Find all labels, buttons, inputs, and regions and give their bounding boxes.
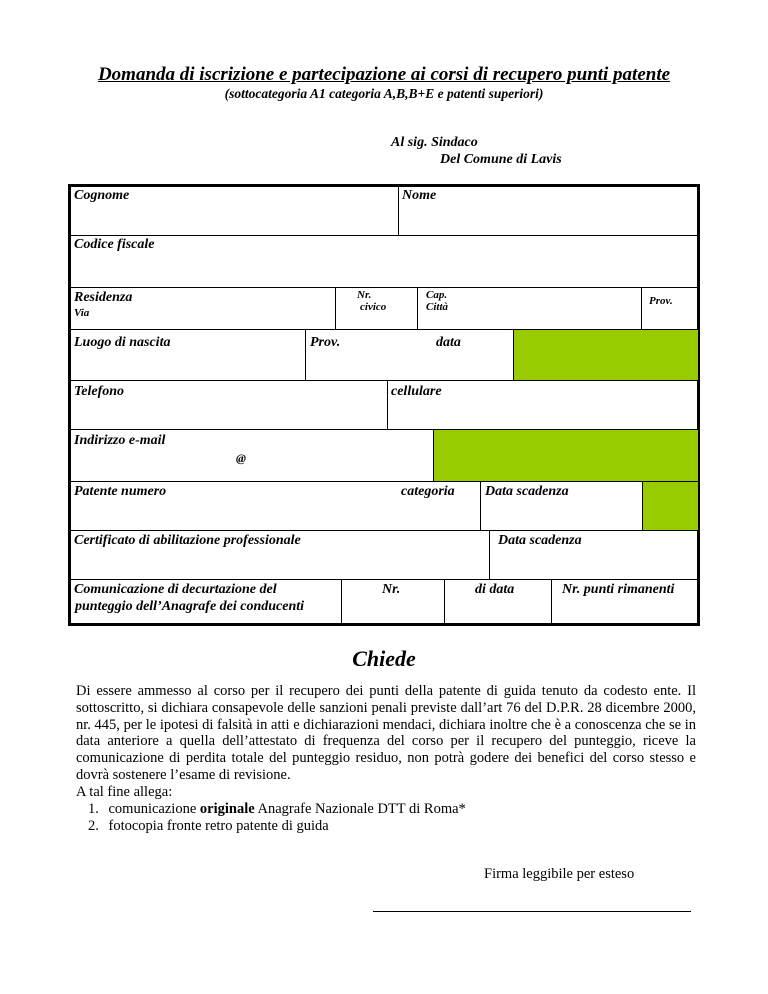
certificato-label: Certificato di abilitazione professionale — [74, 533, 301, 548]
signature-caption: Firma leggibile per esteso — [484, 866, 635, 882]
prov-label: Prov. — [310, 335, 341, 350]
green-highlight — [643, 482, 698, 530]
signature-line — [373, 911, 691, 912]
list-item — [88, 801, 466, 818]
data-label: data — [436, 335, 461, 350]
data-nascita-highlight — [513, 329, 697, 380]
cellulare-label: cellulare — [391, 384, 442, 399]
comunicazione-nr-field[interactable] — [341, 579, 444, 623]
via-label: Via — [74, 307, 90, 319]
email-label: Indirizzo e-mail — [74, 433, 166, 448]
list-item-bold: originale — [199, 801, 255, 817]
patente-numero-label: Patente numero — [74, 484, 167, 499]
list-item-text: Anagrafe Nazionale DTT di Roma* — [254, 801, 466, 817]
nr-label: Nr. — [357, 289, 372, 301]
application-form — [68, 184, 700, 626]
green-highlight — [514, 330, 698, 380]
email-field[interactable] — [71, 429, 433, 481]
declaration-paragraph: Di essere ammesso al corso per il recupero dei punti della patente di guida tenuto da codesto ente. Il sottoscritto, si dichiara consapevole delle sanzioni penali previste dall’art 76 del D.P.R. 28 dicembre 2000, nr. 445, per le ipotesi di falsità in atti e dichiarazioni mendaci, dichiara inoltre che è a conoscenza che se in data anteriore a quella dell’attestato di frequenza del corso per il recupero del punteggio, riceve la comunicazione di perdita totale del punteggio residuo, non potrà godere dei benefici del corso stesso e dovrà sostenere l’esame di revisione. — [76, 683, 696, 783]
patente-numero-field[interactable] — [71, 481, 480, 530]
list-item — [88, 818, 466, 835]
nome-field[interactable] — [398, 187, 697, 235]
certificato-field[interactable] — [71, 530, 489, 579]
allega-line: A tal fine allega: — [76, 783, 173, 800]
nr-2-label: Nr. — [382, 582, 401, 597]
addressee-line-2: Del Comune di Lavis — [440, 152, 562, 167]
telefono-field[interactable] — [71, 380, 387, 429]
declaration-text — [76, 683, 696, 801]
categoria-label: categoria — [401, 484, 455, 499]
attachments-list — [88, 801, 466, 835]
di-data-label: di data — [475, 582, 515, 597]
nascita-prov-field[interactable] — [305, 329, 358, 380]
page-subtitle: (sottocategoria A1 categoria A,B,B+E e patenti superiori) — [224, 86, 544, 101]
punti-rimanenti-field[interactable] — [551, 579, 697, 623]
citta-label: Città — [426, 301, 449, 313]
residenza-via-field[interactable] — [71, 287, 335, 329]
cap-label: Cap. — [426, 289, 448, 301]
prov-small-label: Prov. — [649, 295, 673, 307]
residenza-label: Residenza — [74, 290, 133, 305]
civico-label: civico — [360, 301, 387, 313]
codice-fiscale-label: Codice fiscale — [74, 237, 155, 252]
green-highlight — [434, 430, 698, 481]
addressee-line-1: Al sig. Sindaco — [391, 135, 478, 150]
comunicazione-field — [71, 579, 341, 623]
list-item-text: fotocopia fronte retro patente di guida — [108, 817, 329, 834]
data-scadenza-label: Data scadenza — [485, 484, 569, 499]
email-highlight — [433, 429, 697, 481]
chiede-heading: Chiede — [352, 646, 416, 671]
codice-fiscale-field[interactable] — [71, 235, 697, 287]
cognome-field[interactable] — [71, 187, 398, 235]
comunicazione-label-1: Comunicazione di decurtazione del — [74, 582, 277, 597]
data-scadenza-2-label: Data scadenza — [498, 533, 582, 548]
patente-scadenza-field[interactable] — [480, 481, 642, 530]
comunicazione-label-2: punteggio dell’Anagrafe dei conducenti — [75, 599, 305, 614]
data-nascita-field[interactable] — [358, 329, 513, 380]
cognome-label: Cognome — [74, 188, 130, 203]
telefono-label: Telefono — [74, 384, 125, 399]
comunicazione-data-field[interactable] — [444, 579, 551, 623]
at-sign: @ — [236, 451, 246, 465]
cellulare-field[interactable] — [387, 380, 697, 429]
cap-citta-field[interactable] — [417, 287, 641, 329]
punti-rimanenti-label: Nr. punti rimanenti — [562, 582, 675, 597]
patente-highlight — [642, 481, 697, 530]
list-item-number: 2. — [88, 817, 99, 834]
luogo-nascita-label: Luogo di nascita — [74, 335, 171, 350]
page-title: Domanda di iscrizione e partecipazione ai corsi di recupero punti patente — [97, 64, 671, 85]
nome-label: Nome — [402, 188, 437, 203]
certificato-scadenza-field[interactable] — [489, 530, 697, 579]
nr-civico-field[interactable] — [335, 287, 417, 329]
residenza-prov-field[interactable] — [641, 287, 697, 329]
list-item-number: 1. — [88, 801, 99, 817]
luogo-nascita-field[interactable] — [71, 329, 305, 380]
list-item-text: comunicazione — [108, 801, 200, 817]
